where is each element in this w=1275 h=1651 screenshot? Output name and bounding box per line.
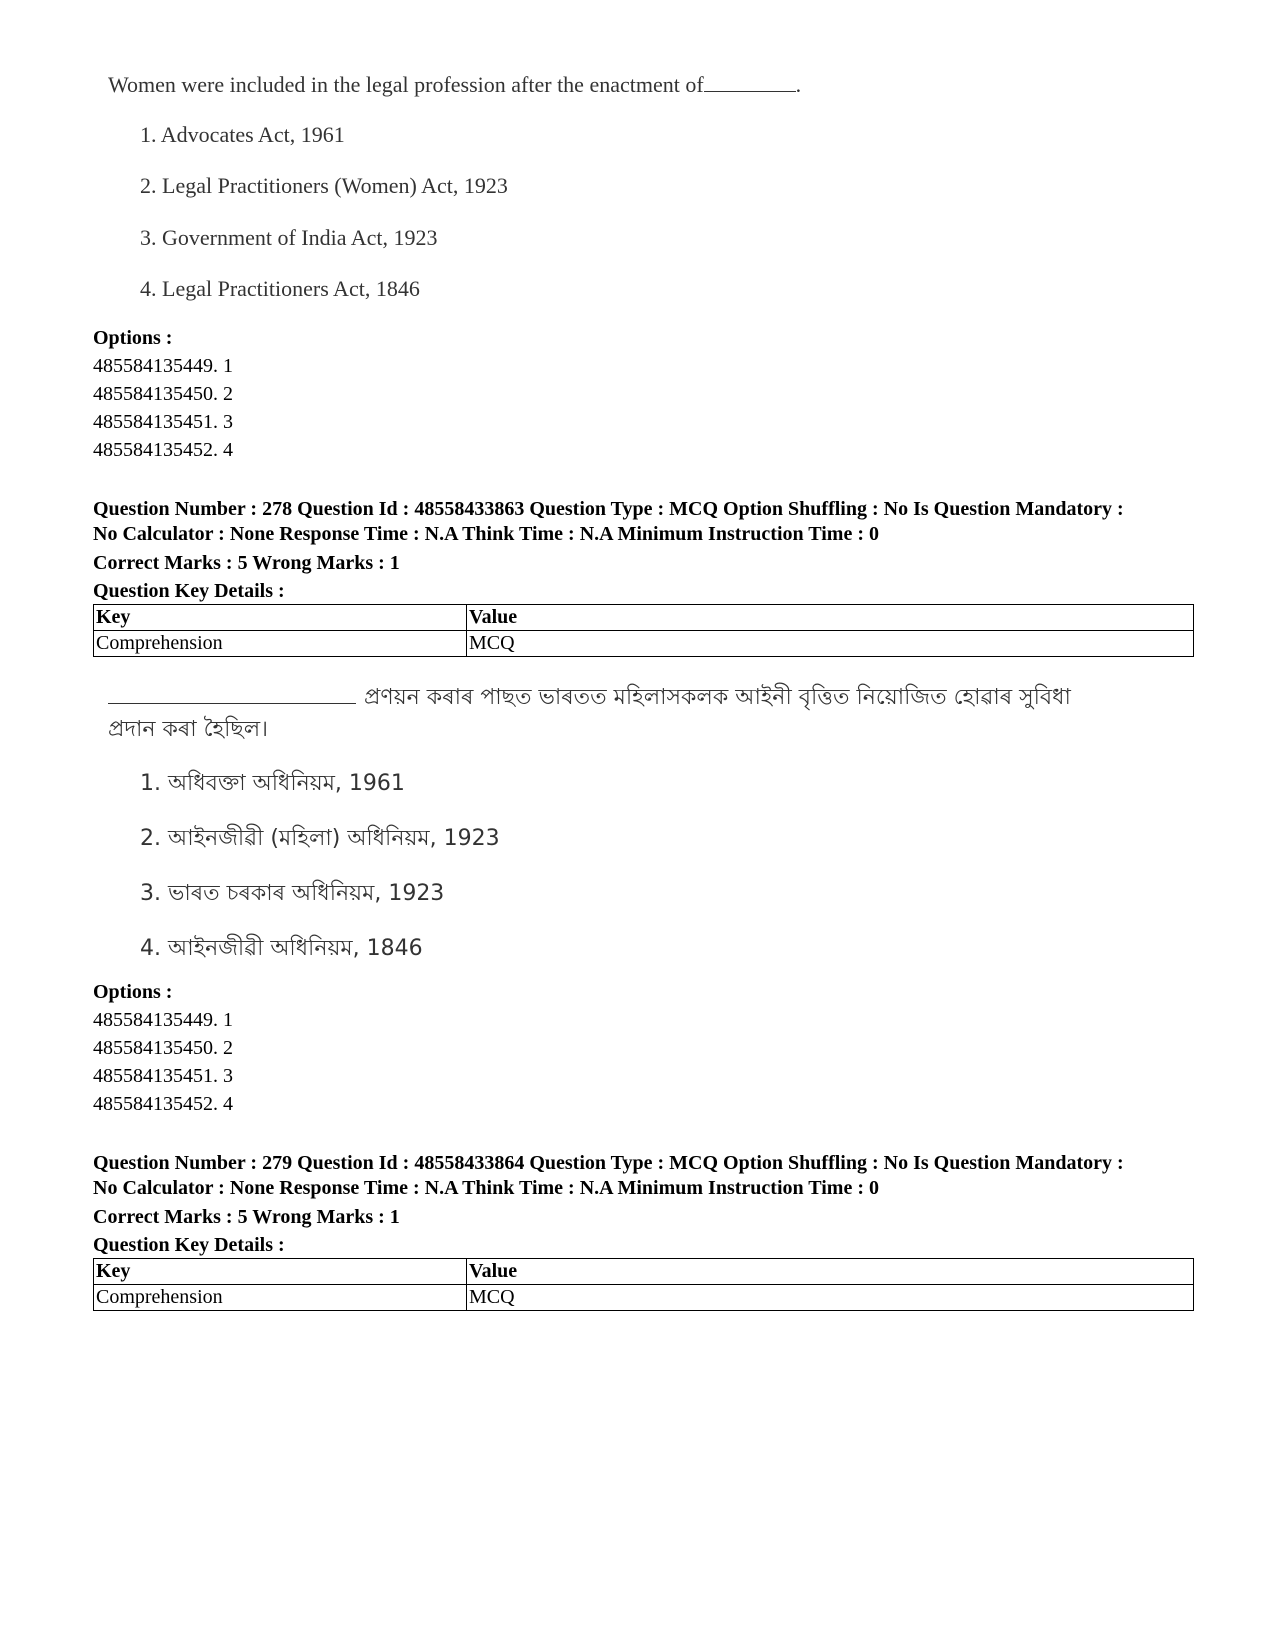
options-block (93, 324, 233, 464)
key-details-heading: Question Key Details : (93, 580, 285, 602)
choice-3: 3. Government of India Act, 1923 (140, 225, 438, 250)
marks-line: Correct Marks : 5 Wrong Marks : 1 (93, 552, 400, 574)
choice-2: 2. আইনজীৱী (মহিলা) অধিনিয়ম, 1923 (140, 826, 500, 851)
choice-4: 4. আইনজীৱী অধিনিয়ম, 1846 (140, 936, 423, 961)
key-details-heading: Question Key Details : (93, 1234, 285, 1256)
question-key-table (93, 1258, 1194, 1311)
options-heading: Options : (93, 981, 173, 1003)
option-line: 485584135451. 3 (93, 411, 233, 433)
option-line: 485584135449. 1 (93, 355, 233, 377)
question-stem: প্ৰণয়ন কৰাৰ পাছত ভাৰতত মহিলাসকলক আইনী বৃত্তিত নিয়োজিত হোৱাৰ সুবিধা (108, 680, 1071, 717)
table-cell: Comprehension (94, 1285, 467, 1311)
option-line: 485584135449. 1 (93, 1009, 233, 1031)
choice-1: 1. অধিবক্তা অধিনিয়ম, 1961 (140, 771, 405, 796)
option-line: 485584135450. 2 (93, 1037, 233, 1059)
question-meta (93, 496, 1213, 605)
meta-line: No Calculator : None Response Time : N.A Think Time : N.A Minimum Instruction Time : 0 (93, 523, 879, 545)
option-line: 485584135451. 3 (93, 1065, 233, 1087)
marks-line: Correct Marks : 5 Wrong Marks : 1 (93, 1206, 400, 1228)
question-image-english (100, 70, 1100, 330)
meta-line: Question Number : 278 Question Id : 48558433863 Question Type : MCQ Option Shuffling : No Is Question Mandatory : (93, 498, 1124, 520)
table-header-cell: Key (94, 1259, 467, 1285)
meta-line: No Calculator : None Response Time : N.A Think Time : N.A Minimum Instruction Time : 0 (93, 1177, 879, 1199)
question-meta (93, 1150, 1213, 1259)
table-header-cell: Key (94, 605, 467, 631)
meta-line: Question Number : 279 Question Id : 48558433864 Question Type : MCQ Option Shuffling : No Is Question Mandatory : (93, 1152, 1124, 1174)
options-block (93, 978, 233, 1118)
question-stem-continued: প্ৰদান কৰা হৈছিল। (108, 717, 268, 742)
table-row (94, 1285, 1194, 1311)
choice-2: 2. Legal Practitioners (Women) Act, 1923 (140, 173, 508, 198)
question-image-assamese (100, 680, 1150, 970)
choice-1: 1. Advocates Act, 1961 (140, 122, 345, 147)
options-heading: Options : (93, 327, 173, 349)
option-line: 485584135450. 2 (93, 383, 233, 405)
table-cell: Comprehension (94, 631, 467, 657)
answer-blank (704, 71, 796, 92)
table-cell: MCQ (467, 631, 1194, 657)
option-line: 485584135452. 4 (93, 439, 233, 461)
table-cell: MCQ (467, 1285, 1194, 1311)
question-stem: Women were included in the legal profession after the enactment of . (108, 72, 802, 97)
choice-3: 3. ভাৰত চৰকাৰ অধিনিয়ম, 1923 (140, 881, 445, 906)
table-header-cell: Value (467, 1259, 1194, 1285)
table-header-cell: Value (467, 605, 1194, 631)
choice-4: 4. Legal Practitioners Act, 1846 (140, 276, 420, 301)
answer-blank (108, 681, 356, 704)
question-key-table (93, 604, 1194, 657)
option-line: 485584135452. 4 (93, 1093, 233, 1115)
table-header-row (94, 1259, 1194, 1285)
table-row (94, 631, 1194, 657)
table-header-row (94, 605, 1194, 631)
